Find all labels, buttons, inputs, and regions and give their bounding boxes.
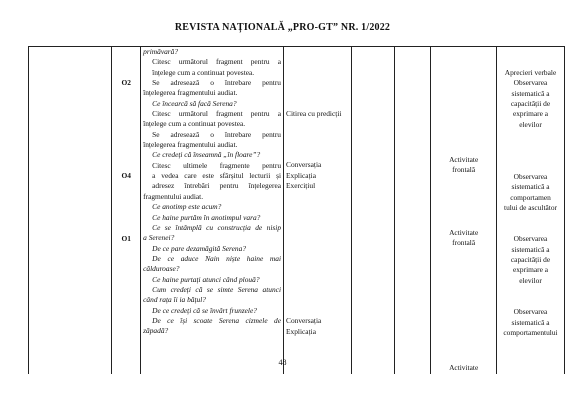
journal-header: REVISTA NAȚIONALĂ „PRO-GT” NR. 1/2022: [174, 22, 391, 33]
activity-line: când rața îi ia bățul?: [143, 295, 206, 305]
activity-line: Ce haine purtăm în anotimpul vara?: [152, 212, 261, 222]
activity-line: fragmentului audiat.: [143, 191, 204, 201]
activity-line: Ce se întâmplă cu construcția de nisip: [152, 222, 282, 232]
evaluation-block-1: Aprecieri verbale Observarea sistematică a capacității de exprimare a elevilor: [504, 68, 557, 129]
forms-column: [431, 47, 497, 374]
form-block-1: Activitate frontală: [449, 155, 479, 175]
activity-line: călduroase?: [143, 264, 180, 274]
activity-line: De ce pare dezamăgită Serena?: [152, 243, 247, 253]
activity-line: Ce anotimp este acum?: [152, 202, 222, 212]
activity-line: Ce încearcă să facă Serena?: [152, 98, 237, 108]
form-block-3: Activitate: [449, 363, 479, 373]
activity-column: [141, 47, 284, 374]
activity-line: Citesc ultimele fragmente pentru: [152, 160, 282, 170]
activity-line: Cum credeți că se simte Serena atunci: [152, 284, 282, 294]
page-number: 48: [278, 358, 287, 367]
form-block-2: Activitate frontală: [449, 227, 479, 248]
activity-line: primăvară?: [143, 47, 179, 56]
method-block-1: Citirea cu predicții: [286, 109, 342, 118]
evaluation-block-2: Observarea sistematică a comportamen tului de ascultător: [504, 172, 557, 213]
lesson-plan-table: [28, 46, 565, 374]
stage-column: [29, 47, 112, 374]
activity-line: a vedea care este sfârșitul lecturii și: [152, 171, 282, 181]
methods-column: [284, 47, 352, 374]
activity-line: a Serenei?: [143, 233, 175, 243]
objectives-column: [112, 47, 141, 374]
activity-line: Citesc următorul fragment pentru a: [152, 57, 282, 67]
activity-line: înțelegerea fragmentului audiat.: [143, 88, 238, 98]
evaluation-block-4: Observarea sistematică a comportamentului: [503, 307, 558, 337]
objective-o4: O4: [121, 171, 131, 181]
activity-line: înțelege cum a continuat povestea.: [143, 119, 246, 129]
activity-line: De ce își scoate Serena cizmele de: [152, 315, 282, 325]
activity-line: De ce aduce Nain niște haine mai: [152, 253, 282, 263]
evaluation-block-3: Observarea sistematică a capacității de exprimare a elevilor: [510, 234, 551, 285]
activity-line: înțelege cum a continuat povestea.: [152, 67, 255, 77]
resources-column: [351, 47, 394, 374]
activity-text: [143, 47, 281, 337]
activity-line: Citesc următorul fragment pentru a: [152, 109, 282, 119]
activity-line: Ce haine purtați atunci când plouă?: [152, 274, 260, 284]
activity-line: Se adresează o întrebare pentru: [152, 129, 282, 139]
activity-line: Se adresează o întrebare pentru: [152, 78, 282, 88]
activity-line: Ce credeți că înseamnă „în floare”?: [152, 150, 261, 160]
objective-o2: O2: [121, 78, 131, 87]
activity-line: înțelegerea fragmentului audiat.: [143, 140, 238, 150]
activity-line: De ce credeți că se învârt frunzele?: [152, 305, 257, 315]
method-block-3: Conversația Explicația: [286, 316, 322, 336]
time-column: [394, 47, 431, 374]
method-block-2: Conversația Explicația Exercițiul: [286, 160, 322, 191]
evaluation-column: [497, 47, 565, 374]
activity-line: zăpadă?: [143, 326, 169, 336]
objective-o1: O1: [121, 233, 131, 243]
activity-line: adresez întrebări pentru înțelegerea: [152, 181, 282, 191]
